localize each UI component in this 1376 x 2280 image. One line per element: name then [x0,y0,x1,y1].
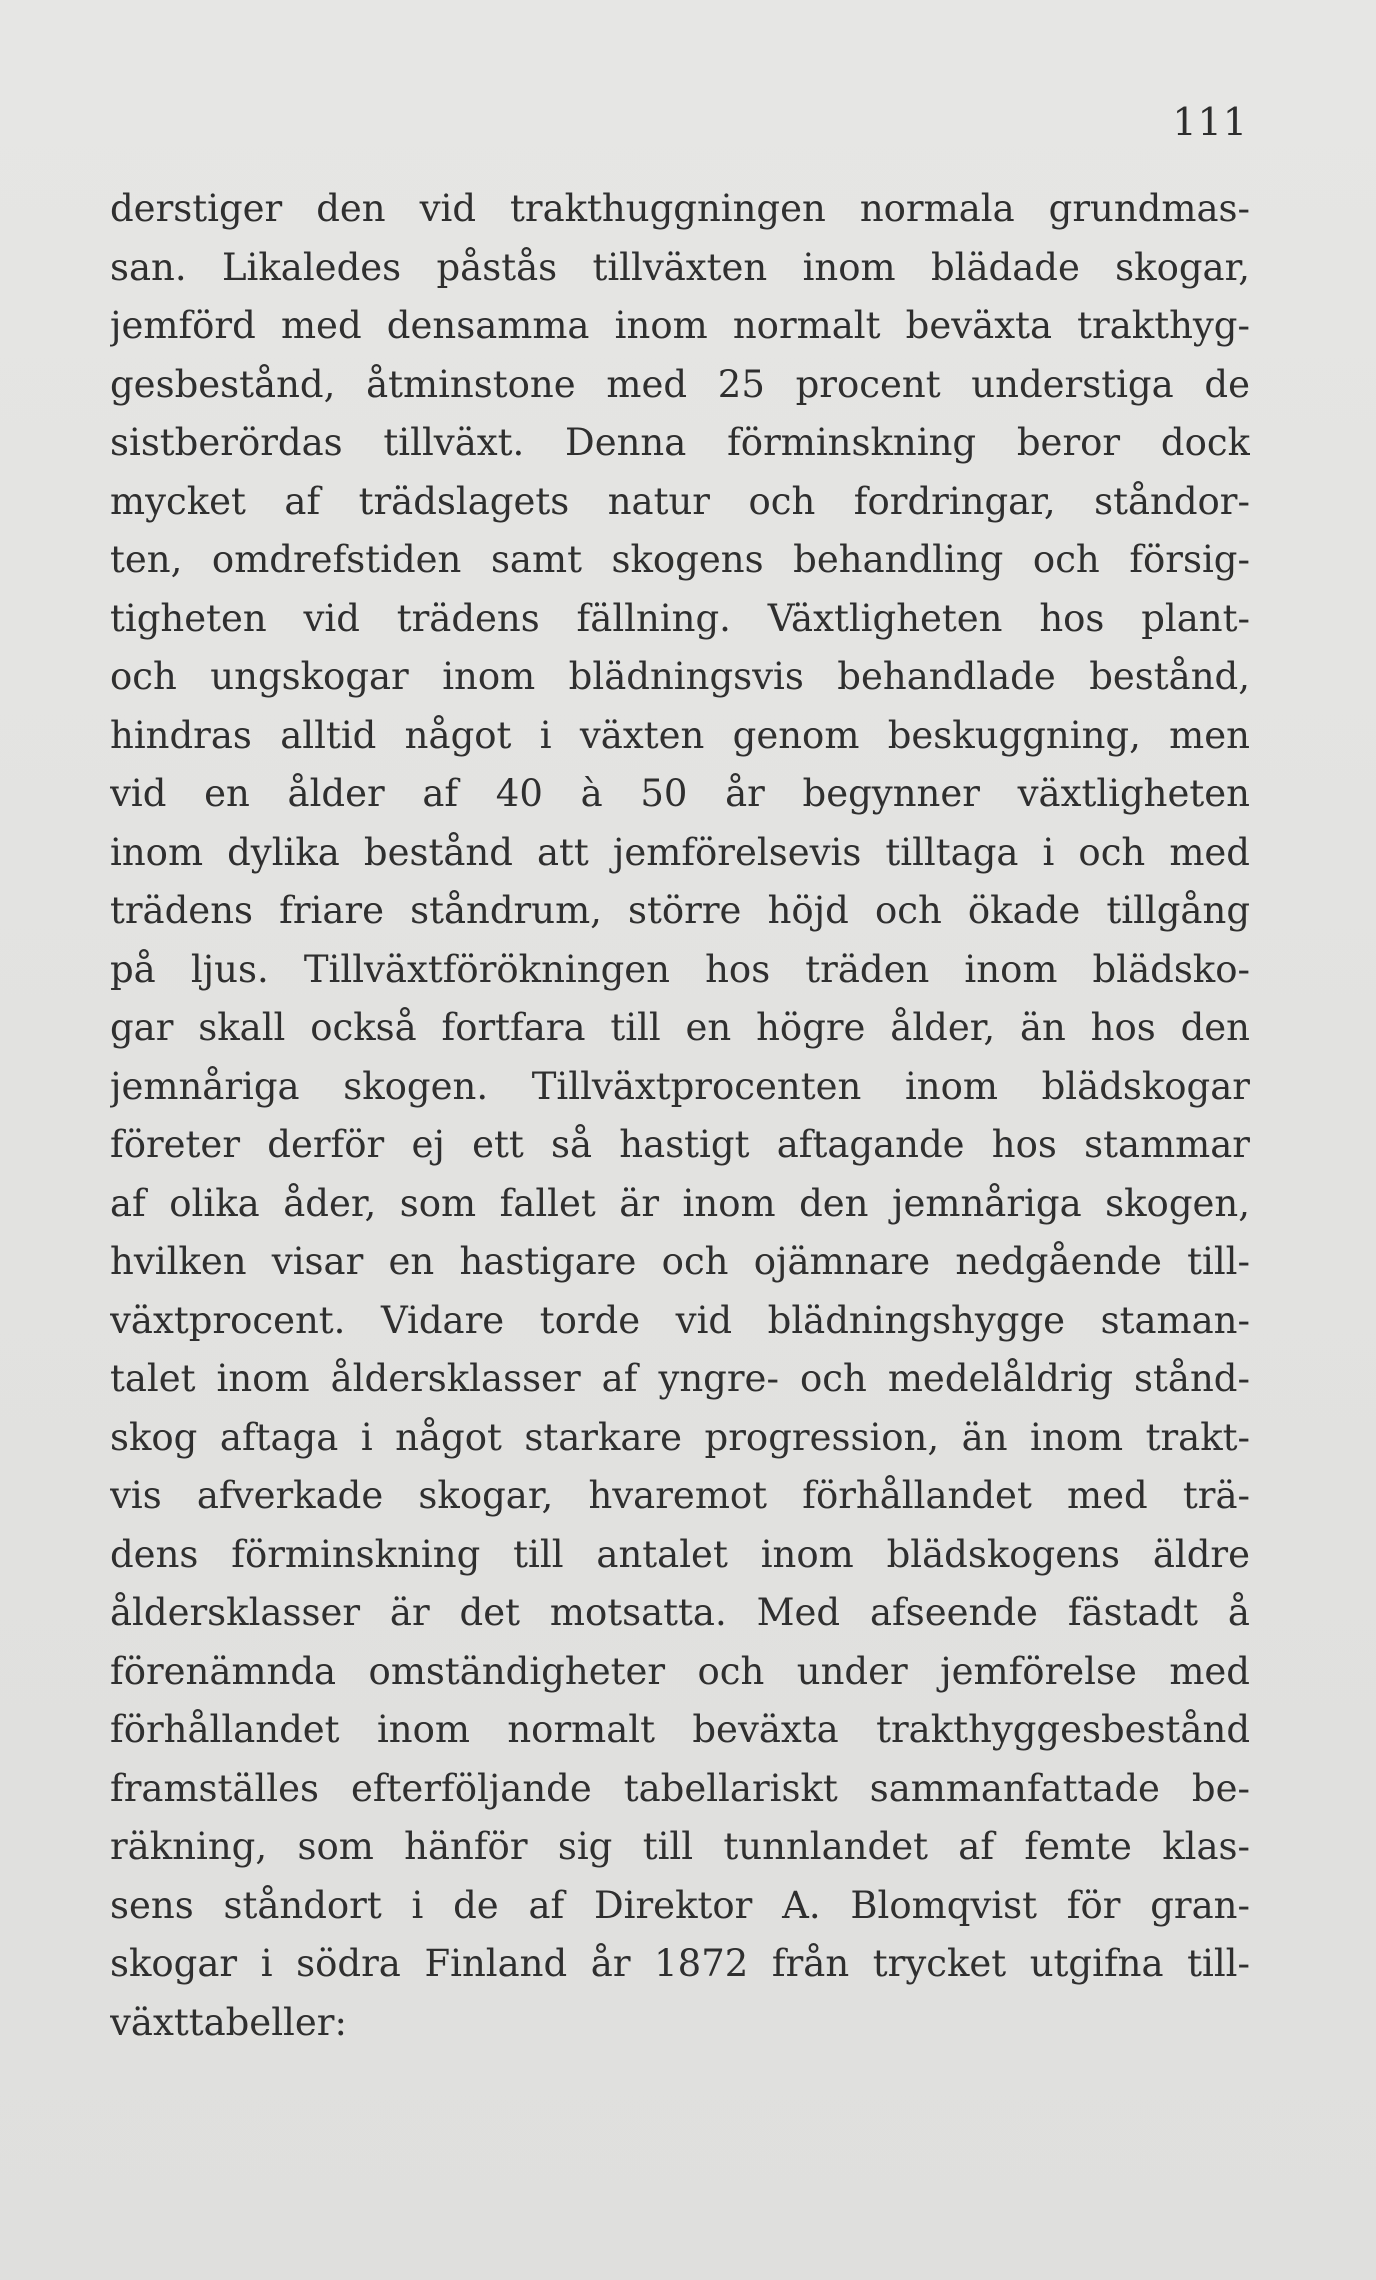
text-line: jemförd med densamma inom normalt beväxta trakthyg- [110,304,1250,347]
text-line: förenämnda omständigheter och under jemförelse med [110,1649,1250,1693]
text-line: jemnåriga skogen. Tillväxtprocenten inom blädskogar [110,1064,1250,1108]
text-line: framställes efterföljande tabellariskt sammanfattade be- [110,1766,1250,1810]
text-line: derstiger den vid trakthuggningen normala grundmas- [110,187,1250,230]
text-line: sens ståndort i de af Direktor A. Blomqvist för gran- [110,1883,1250,1927]
text-line: mycket af trädslagets natur och fordringar, ståndor- [110,479,1250,523]
text-line: skog aftaga i något starkare progression, än inom trakt- [110,1415,1250,1459]
text-line: gar skall också fortfara till en högre ålder, än hos den [110,1006,1250,1049]
text-line-last: växttabeller: [110,2000,347,2044]
text-line: och ungskogar inom blädningsvis behandlade bestånd, [110,655,1250,698]
text-line: förhållandet inom normalt beväxta trakthyggesbestånd [110,1708,1250,1751]
text-line: talet inom åldersklasser af yngre- och medelåldrig stånd- [110,1357,1250,1400]
text-line: hindras alltid något i växten genom beskuggning, men [110,713,1250,757]
body-text [110,180,1250,2052]
text-line: på ljus. Tillväxtförökningen hos träden inom blädsko- [110,947,1250,991]
text-line: ten, omdrefstiden samt skogens behandling och försig- [110,538,1250,581]
text-line: vid en ålder af 40 à 50 år begynner växtligheten [110,772,1250,815]
text-line: dens förminskning till antalet inom blädskogens äldre [110,1532,1250,1576]
text-line: sistberördas tillväxt. Denna förminskning beror dock [110,421,1250,464]
text-line: trädens friare ståndrum, större höjd och ökade tillgång [110,889,1250,932]
text-line: tigheten vid trädens fällning. Växtligheten hos plant- [110,596,1250,640]
text-line: vis afverkade skogar, hvaremot förhållandet med trä- [110,1474,1250,1517]
text-line: företer derför ej ett så hastigt aftagande hos stammar [110,1123,1250,1166]
text-line: hvilken visar en hastigare och ojämnare nedgående till- [110,1240,1250,1283]
text-line: san. Likaledes påstås tillväxten inom blädade skogar, [110,245,1250,289]
text-line: räkning, som hänför sig till tunnlandet af femte klas- [110,1825,1250,1868]
text-line: inom dylika bestånd att jemförelsevis tilltaga i och med [110,830,1250,874]
text-line: skogar i södra Finland år 1872 från trycket utgifna till- [110,1942,1250,1985]
text-line: åldersklasser är det motsatta. Med afseende fästadt å [110,1591,1250,1634]
text-line: gesbestånd, åtminstone med 25 procent understiga de [110,362,1250,406]
text-line: växtprocent. Vidare torde vid blädningshygge staman- [110,1298,1250,1342]
text-line: af olika åder, som fallet är inom den jemnåriga skogen, [110,1181,1250,1225]
page-number: 111 [1172,100,1248,144]
